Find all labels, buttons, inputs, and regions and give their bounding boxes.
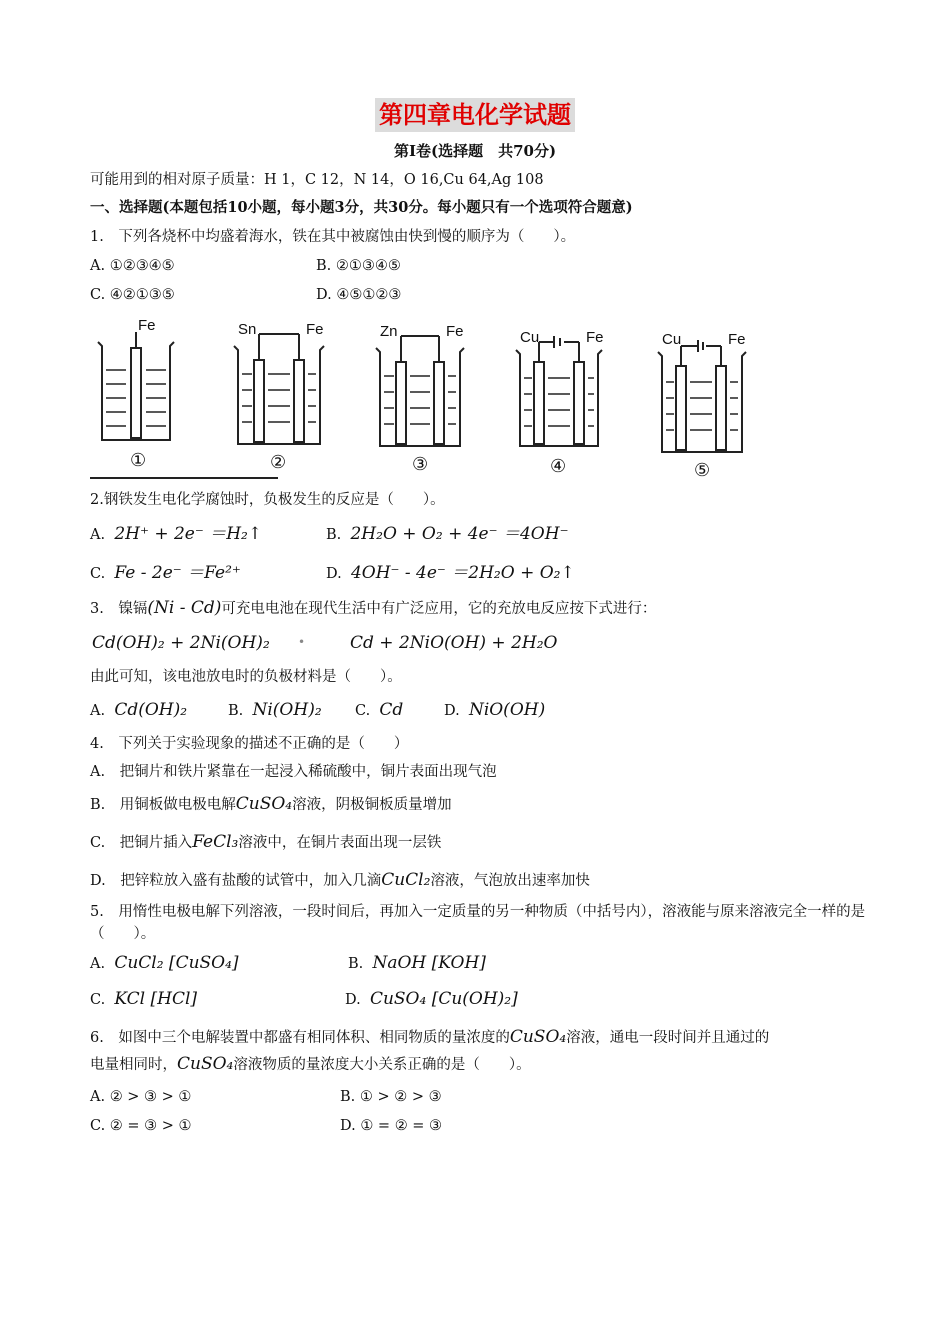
label-fe-2: Fe xyxy=(306,321,324,338)
beaker-4 xyxy=(516,336,602,446)
label-fe-3: Fe xyxy=(446,323,464,340)
q1-beaker-figure xyxy=(88,312,758,482)
q4-option-d: D. 把锌粒放入盛有盐酸的试管中，加入几滴CuCl₂溶液，气泡放出速率加快 xyxy=(90,870,590,890)
q2-stem: 2.钢铁发生电化学腐蚀时，负极发生的反应是（ ）。 xyxy=(90,492,445,508)
beaker-1 xyxy=(98,332,174,440)
q4-option-b: B. 用铜板做电极电解CuSO₄溶液，阴极铜板质量增加 xyxy=(90,794,452,814)
beaker-number-3: ③ xyxy=(412,454,429,474)
beaker-3 xyxy=(376,336,464,446)
q2-option-b: B. 2H₂O + O₂ + 4e⁻ ＝4OH⁻ xyxy=(326,524,569,544)
section-subtitle: 第Ⅰ卷(选择题 共70分) xyxy=(393,142,557,160)
q6-option-b: B. ① > ② > ③ xyxy=(340,1089,442,1105)
beaker-number-5: ⑤ xyxy=(694,460,711,480)
q6-stem: 6. 如图中三个电解装置中都盛有相同体积、相同物质的量浓度的CuSO₄溶液，通电一段时间并且通过的 xyxy=(90,1027,770,1047)
section1-header: 一、选择题(本题包括10小题，每小题3分，共30分。每小题只有一个选项符合题意) xyxy=(90,199,633,216)
label-zn: Zn xyxy=(380,323,398,340)
q3-option-d: D. NiO(OH) xyxy=(444,700,546,720)
q4-stem: 4. 下列关于实验现象的描述不正确的是（ ） xyxy=(90,736,409,752)
beaker-5 xyxy=(658,340,746,452)
q2-option-d: D. 4OH⁻ - 4e⁻ ＝2H₂O + O₂↑ xyxy=(326,563,575,583)
q2-option-a: A. 2H⁺ + 2e⁻ ＝H₂↑ xyxy=(90,524,263,544)
q3-equation-left: Cd(OH)₂ + 2Ni(OH)₂ xyxy=(92,633,270,653)
q1-option-b: B. ②①③④⑤ xyxy=(316,258,401,274)
label-cu-1: Cu xyxy=(520,329,540,346)
beaker-number-2: ② xyxy=(270,452,287,472)
q3-equation-right: Cd + 2NiO(OH) + 2H₂O xyxy=(350,633,558,653)
label-fe-1: Fe xyxy=(138,317,156,334)
q3-option-c: C. Cd xyxy=(355,700,404,720)
q1-option-d: D. ④⑤①②③ xyxy=(316,287,402,303)
q5-stem: 5. 用惰性电极电解下列溶液，一段时间后，再加入一定质量的另一种物质（中括号内），溶液能与原来溶液完全一样的是（ ）。 xyxy=(90,904,866,942)
q1-option-a: A. ①②③④⑤ xyxy=(90,258,175,274)
q6-stem-line2: 电量相同时，CuSO₄溶液物质的量浓度大小关系正确的是（ ）。 xyxy=(90,1054,531,1074)
q4-option-c: C. 把铜片插入FeCl₃溶液中，在铜片表面出现一层铁 xyxy=(90,832,442,852)
q2-option-c: C. Fe - 2e⁻ ＝Fe²⁺ xyxy=(90,563,241,583)
beaker-number-1: ① xyxy=(130,450,147,470)
beaker-2 xyxy=(234,334,324,444)
q3-stem: 3. 镍镉(Ni - Cd)可充电电池在现代生活中有广泛应用，它的充放电反应按下式进行： xyxy=(90,598,657,618)
q1-stem: 1. 下列各烧杯中均盛着海水，铁在其中被腐蚀由快到慢的顺序为（ ）。 xyxy=(90,229,576,245)
label-cu-2: Cu xyxy=(662,331,682,348)
q6-option-c: C. ② = ③ > ① xyxy=(90,1118,192,1134)
q3-option-a: A. Cd(OH)₂ xyxy=(90,700,188,720)
q5-option-d: D. CuSO₄ [Cu(OH)₂] xyxy=(345,989,518,1009)
q5-option-a: A. CuCl₂ [CuSO₄] xyxy=(90,953,239,973)
q6-option-d: D. ① = ② = ③ xyxy=(340,1118,443,1134)
q5-option-c: C. KCl [HCl] xyxy=(90,989,198,1009)
label-sn: Sn xyxy=(238,321,257,338)
label-fe-5: Fe xyxy=(728,331,746,348)
page-title: 第四章电化学试题 xyxy=(0,98,950,132)
q3-followup: 由此可知，该电池放电时的负极材料是（ ）。 xyxy=(90,669,402,685)
q4-option-a: A. 把铜片和铁片紧靠在一起浸入稀硫酸中，铜片表面出现气泡 xyxy=(90,764,497,780)
beaker-number-4: ④ xyxy=(550,456,567,476)
equilibrium-arrow-icon: • xyxy=(298,635,306,649)
q6-option-a: A. ② > ③ > ① xyxy=(90,1089,192,1105)
atomic-masses-note: 可能用到的相对原子质量：H 1，C 12，N 14，O 16,Cu 64,Ag 108 xyxy=(90,172,544,188)
q3-option-b: B. Ni(OH)₂ xyxy=(228,700,322,720)
q5-option-b: B. NaOH [KOH] xyxy=(348,953,486,973)
q1-option-c: C. ④②①③⑤ xyxy=(90,287,175,303)
label-fe-4: Fe xyxy=(586,329,604,346)
